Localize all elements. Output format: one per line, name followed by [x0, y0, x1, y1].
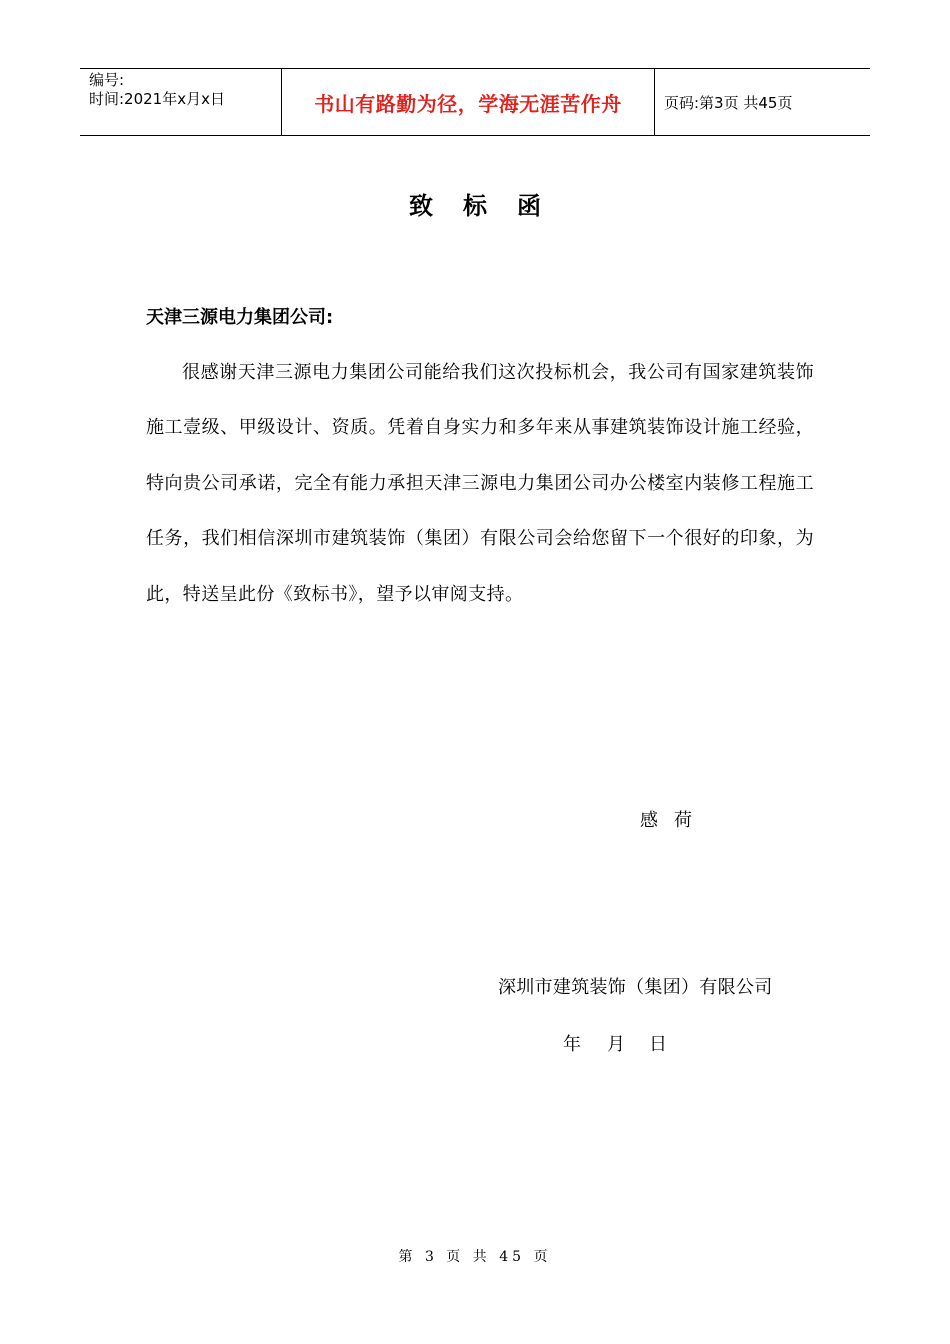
document-header	[80, 68, 870, 136]
header-meta-cell	[80, 69, 281, 135]
letter-date	[563, 1030, 667, 1056]
letter-addressee: 天津三源电力集团公司:	[146, 307, 334, 328]
letter-signature-company: 深圳市建筑装饰（集团）有限公司	[498, 977, 773, 998]
header-page-info: 页码:第3页 共45页	[664, 93, 793, 112]
letter-body: 很感谢天津三源电力集团公司能给我们这次投标机会，我公司有国家建筑装饰施工壹级、甲级设计、资质。凭着自身实力和多年来从事建筑装饰设计施工经验，特向贵公司承诺，完全有能力承担天津三源电力集团公司办公楼室内装修工程施工任务，我们相信深圳市建筑装饰（集团）有限公司会给您留下一个很好的印象，为此，特送呈此份《致标书》，望予以审阅支持。	[146, 362, 814, 605]
page-footer: 第 3 页 共 45 页	[398, 1249, 552, 1265]
date-day-label: 日	[649, 1034, 667, 1055]
header-divider	[654, 69, 655, 135]
document-number-label: 编号:	[89, 71, 125, 89]
header-motto: 书山有路勤为径，学海无涯苦作舟	[314, 91, 622, 116]
letter-closing: 感荷	[640, 810, 708, 831]
date-year-label: 年	[563, 1034, 581, 1055]
document-title: 致标函	[409, 192, 571, 220]
date-month-label: 月	[607, 1034, 625, 1055]
document-time-label: 时间:2021年x月x日	[89, 90, 225, 108]
